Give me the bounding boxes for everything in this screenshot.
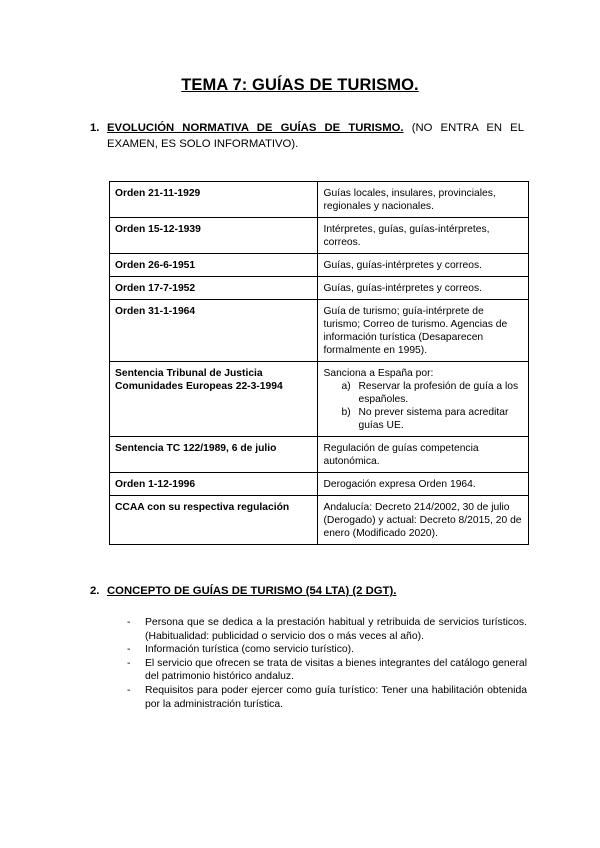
normative-table [109, 181, 529, 545]
list-item [127, 657, 527, 684]
section-1-heading: EVOLUCIÓN NORMATIVA DE GUÍAS DE TURISMO. [107, 122, 404, 134]
norma-cell: Orden 26-6-1951 [110, 254, 318, 277]
content-cell: Intérpretes, guías, guías-intérpretes, correos. [318, 218, 529, 254]
list-text: Reservar la profesión de guía a los españoles. [358, 381, 519, 405]
content-cell: Andalucía: Decreto 214/2002, 30 de julio (Derogado) y actual: Decreto 8/2015, 20 de enero (Modificado 2020). [318, 496, 529, 545]
table-row [110, 362, 529, 437]
bullet-text: El servicio que ofrecen se trata de visitas a bienes integrantes del catálogo general del patrimonio histórico andaluz. [145, 657, 527, 683]
table-row [110, 182, 529, 218]
dash-marker: - [127, 617, 131, 628]
bullet-text: Persona que se dedica a la prestación habitual y retribuida de servicios turísticos. (Habitualidad: publicidad o servicio dos o más veces al año). [145, 617, 527, 642]
section-2 [90, 583, 530, 599]
list-text: No prever sistema para acreditar guías UE. [358, 407, 509, 431]
norma-cell: Orden 17-7-1952 [110, 277, 318, 300]
norma-cell: Orden 1-12-1996 [110, 473, 318, 496]
list-item [323, 380, 523, 406]
norma-cell: CCAA con su respectiva regulación [110, 496, 318, 545]
norma-cell: Sentencia Tribunal de Justicia Comunidades Europeas 22-3-1994 [110, 362, 318, 437]
list-marker: a) [341, 381, 351, 392]
norma-cell: Orden 15-12-1939 [110, 218, 318, 254]
table-row [110, 254, 529, 277]
content-cell: Guías, guías-intérpretes y correos. [318, 254, 529, 277]
norma-cell: Sentencia TC 122/1989, 6 de julio [110, 437, 318, 473]
norma-cell: Orden 31-1-1964 [110, 300, 318, 362]
table-row [110, 218, 529, 254]
section-1-note: (NO ENTRA EN EL EXAMEN, ES SOLO INFORMATIVO). [107, 122, 524, 150]
table-row [110, 277, 529, 300]
list-item [127, 616, 527, 643]
table-row [110, 300, 529, 362]
content-cell: Derogación expresa Orden 1964. [318, 473, 529, 496]
list-item [323, 406, 523, 432]
dash-marker: - [127, 644, 131, 656]
norma-cell: Orden 21-11-1929 [110, 182, 318, 218]
list-item [127, 643, 527, 657]
dash-marker: - [127, 684, 131, 696]
table-row [110, 437, 529, 473]
table-row [110, 473, 529, 496]
concept-list [127, 616, 527, 711]
bullet-text: Información turística (como servicio turístico). [145, 644, 355, 656]
content-cell: Regulación de guías competencia autonómica. [318, 437, 529, 473]
content-intro: Sanciona a España por: [323, 368, 434, 379]
table-row [110, 496, 529, 545]
content-cell [318, 362, 529, 437]
section-1 [90, 120, 524, 152]
section-2-heading: CONCEPTO DE GUÍAS DE TURISMO (54 LTA) (2 DGT). [107, 585, 397, 597]
content-cell: Guía de turismo; guía-intérprete de turismo; Correo de turismo. Agencias de información turística (Desaparecen formalmente en 1995). [318, 300, 529, 362]
content-cell: Guías, guías-intérpretes y correos. [318, 277, 529, 300]
list-marker: b) [341, 407, 351, 418]
bullet-text: Requisitos para poder ejercer como guía turístico: Tener una habilitación obtenida por la administración turística. [145, 684, 527, 710]
dash-marker: - [127, 657, 131, 669]
section-1-number: 1. [90, 122, 100, 134]
content-cell: Guías locales, insulares, provinciales, regionales y nacionales. [318, 182, 529, 218]
sanction-list [323, 380, 523, 432]
page-title: TEMA 7: GUÍAS DE TURISMO. [181, 76, 419, 94]
list-item [127, 684, 527, 711]
section-2-number: 2. [90, 585, 100, 597]
